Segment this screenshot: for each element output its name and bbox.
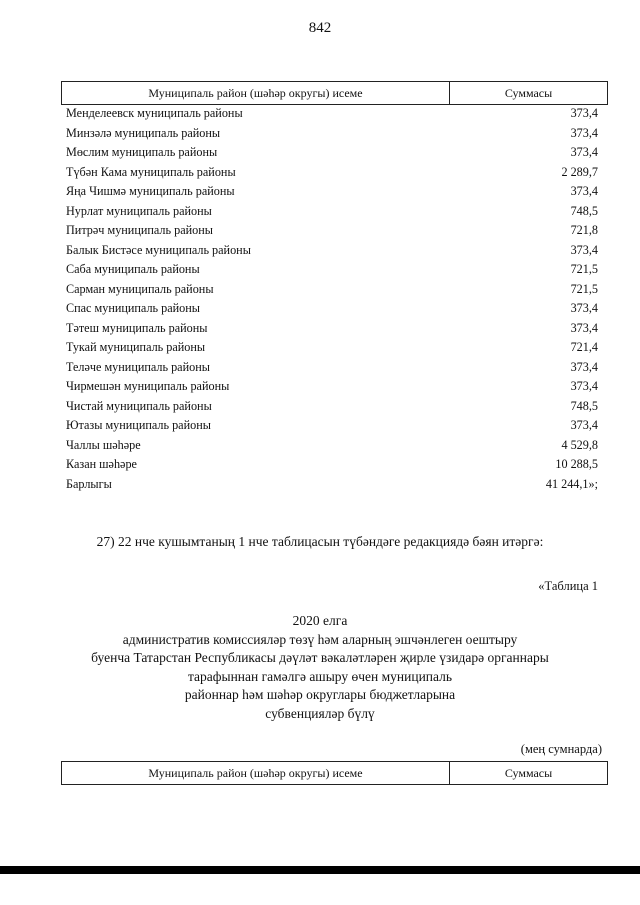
row-amount: 373,4 [570, 106, 598, 121]
table-row [66, 319, 598, 339]
row-name: Мөслим муниципаль районы [66, 145, 218, 160]
row-name: Нурлат муниципаль районы [66, 203, 212, 218]
row-amount: 373,4 [570, 242, 598, 257]
row-amount: 721,5 [570, 281, 598, 296]
row-amount: 721,8 [570, 223, 598, 238]
row-name: Казан шәһәре [66, 457, 137, 472]
row-amount: 748,5 [570, 203, 598, 218]
row-name: Питрәч муниципаль районы [66, 223, 213, 238]
row-name: Чирмешән муниципаль районы [66, 379, 230, 394]
column-header-sum: Суммасы [504, 765, 553, 780]
row-amount: 373,4 [570, 125, 598, 140]
row-amount: 2 289,7 [561, 164, 598, 179]
table-row [66, 280, 598, 300]
row-amount: 4 529,8 [561, 437, 598, 452]
scan-edge-bar [0, 866, 640, 874]
row-name: Тукай муниципаль районы [66, 340, 206, 355]
table-row [66, 377, 598, 397]
row-amount: 373,4 [570, 184, 598, 199]
row-amount: 373,4 [570, 359, 598, 374]
row-name: Чистай муниципаль районы [66, 398, 212, 413]
row-amount: 373,4 [570, 301, 598, 316]
table-header [61, 761, 608, 785]
row-name: Сарман муниципаль районы [66, 281, 214, 296]
table-row [66, 455, 598, 475]
table-row [66, 358, 598, 378]
title-line: 2020 елга [292, 613, 348, 628]
page-number: 842 [308, 20, 332, 36]
row-name: Тәтеш муниципаль районы [66, 320, 208, 335]
row-amount: 748,5 [570, 398, 598, 413]
title-line: районнар һәм шәһәр округлары бюджетларына [184, 687, 456, 702]
table-header [61, 81, 608, 105]
instruction-paragraph: 27) 22 нче кушымтаның 1 нче таблицасын түбәндәге редакциядә бәян итәргә: [96, 534, 544, 549]
table-row [66, 182, 598, 202]
table-row [66, 241, 598, 261]
row-amount: 373,4 [570, 320, 598, 335]
row-amount: 721,4 [570, 340, 598, 355]
unit-label: (мең сумнарда) [520, 742, 602, 756]
row-amount: 10 288,5 [555, 457, 598, 472]
table-row [66, 163, 598, 183]
row-name: Яңа Чишмә муниципаль районы [66, 184, 235, 199]
row-amount: 373,4 [570, 379, 598, 394]
row-name: Чаллы шәһәре [66, 437, 141, 452]
table-body [66, 104, 598, 494]
row-name: Балык Бистәсе муниципаль районы [66, 242, 251, 257]
table-row [66, 202, 598, 222]
column-header-sum: Суммасы [504, 85, 553, 100]
table-row [66, 260, 598, 280]
row-amount: 373,4 [570, 145, 598, 160]
table-row [66, 104, 598, 124]
title-line: субвенцияләр бүлү [265, 705, 375, 721]
row-name: Барлыгы [66, 476, 112, 491]
title-line: буенча Татарстан Республикасы дәүләт вәкаләтләрен җирле үзидарә органнары [91, 650, 549, 665]
row-name: Саба муниципаль районы [66, 262, 200, 277]
title-line: тарафыннан гамәлгә ашыру өчен муниципаль [187, 668, 453, 684]
row-amount: 373,4 [570, 418, 598, 433]
table-row [66, 143, 598, 163]
row-name: Менделеевск муниципаль районы [66, 106, 243, 121]
table-row [66, 124, 598, 144]
row-name: Спас муниципаль районы [66, 301, 200, 316]
title-line: административ комиссияләр төзү һәм аларның эшчәнлеген оештыру [122, 631, 518, 647]
table-row [66, 416, 598, 436]
row-name: Түбән Кама муниципаль районы [66, 164, 236, 179]
table-row [66, 299, 598, 319]
table-row [66, 221, 598, 241]
column-header-name: Муниципаль район (шәһәр округы) исеме [62, 82, 450, 104]
table-row [66, 397, 598, 417]
row-name: Минзәлә муниципаль районы [66, 125, 221, 140]
table-row [66, 475, 598, 495]
table-reference: «Таблица 1 [538, 579, 598, 593]
row-name: Ютазы муниципаль районы [66, 418, 211, 433]
column-header-name: Муниципаль район (шәһәр округы) исеме [62, 762, 450, 784]
table-row [66, 338, 598, 358]
table-title [0, 612, 640, 723]
row-amount: 721,5 [570, 262, 598, 277]
table-row [66, 436, 598, 456]
row-amount: 41 244,1»; [545, 476, 598, 491]
row-name: Теләче муниципаль районы [66, 359, 210, 374]
